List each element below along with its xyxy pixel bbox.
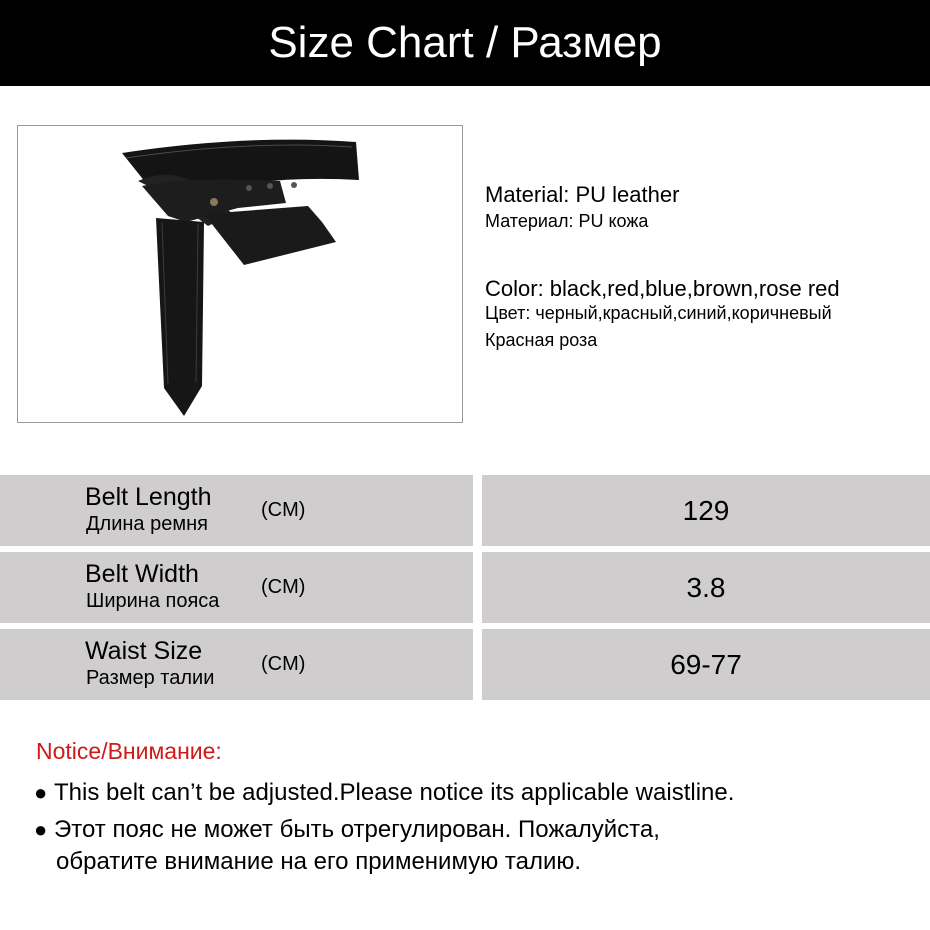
size-row-belt-width <box>0 552 930 623</box>
size-value: 69-77 <box>482 629 930 700</box>
bullet-icon: ● <box>34 780 48 805</box>
size-label-en: Belt Width <box>85 560 199 588</box>
size-row-label-cell <box>0 552 473 623</box>
bullet-icon: ● <box>34 817 48 842</box>
color-text-ru: Цвет: черный,красный,синий,коричневый <box>485 303 832 323</box>
size-label-en: Waist Size <box>85 637 203 665</box>
size-row-waist-size <box>0 629 930 700</box>
size-label-en: Belt Length <box>85 483 212 511</box>
size-unit: (CM) <box>261 499 306 521</box>
notice-line-en <box>34 779 734 807</box>
size-row-belt-length <box>0 475 930 546</box>
notice-title: Notice/Внимание: <box>36 738 222 764</box>
size-value: 3.8 <box>482 552 930 623</box>
size-value: 129 <box>482 475 930 546</box>
product-image <box>17 125 463 423</box>
page-header <box>0 0 930 86</box>
size-label-ru: Ширина пояса <box>86 590 220 612</box>
size-row-label-cell <box>0 475 473 546</box>
color-text-en: Color: black,red,blue,brown,rose red <box>485 276 840 301</box>
size-row-label-cell <box>0 629 473 700</box>
material-text-en: Material: PU leather <box>485 182 680 207</box>
size-unit: (CM) <box>261 576 306 598</box>
leather-belt-icon <box>18 126 462 422</box>
material-text-ru: Материал: PU кожа <box>485 211 649 231</box>
size-label-ru: Размер талии <box>86 667 215 689</box>
size-unit: (CM) <box>261 653 306 675</box>
page-title: Size Chart / Размер <box>268 18 662 67</box>
color-text-ru-continued: Красная роза <box>485 330 598 350</box>
size-label-ru: Длина ремня <box>86 513 208 535</box>
notice-line-ru-continued: обратите внимание на его применимую талию. <box>56 848 582 875</box>
notice-text: This belt can’t be adjusted.Please notice its applicable waistline. <box>54 779 735 806</box>
notice-text: Этот пояс не может быть отрегулирован. Пожалуйста, <box>54 816 660 843</box>
notice-line-ru <box>34 816 660 844</box>
